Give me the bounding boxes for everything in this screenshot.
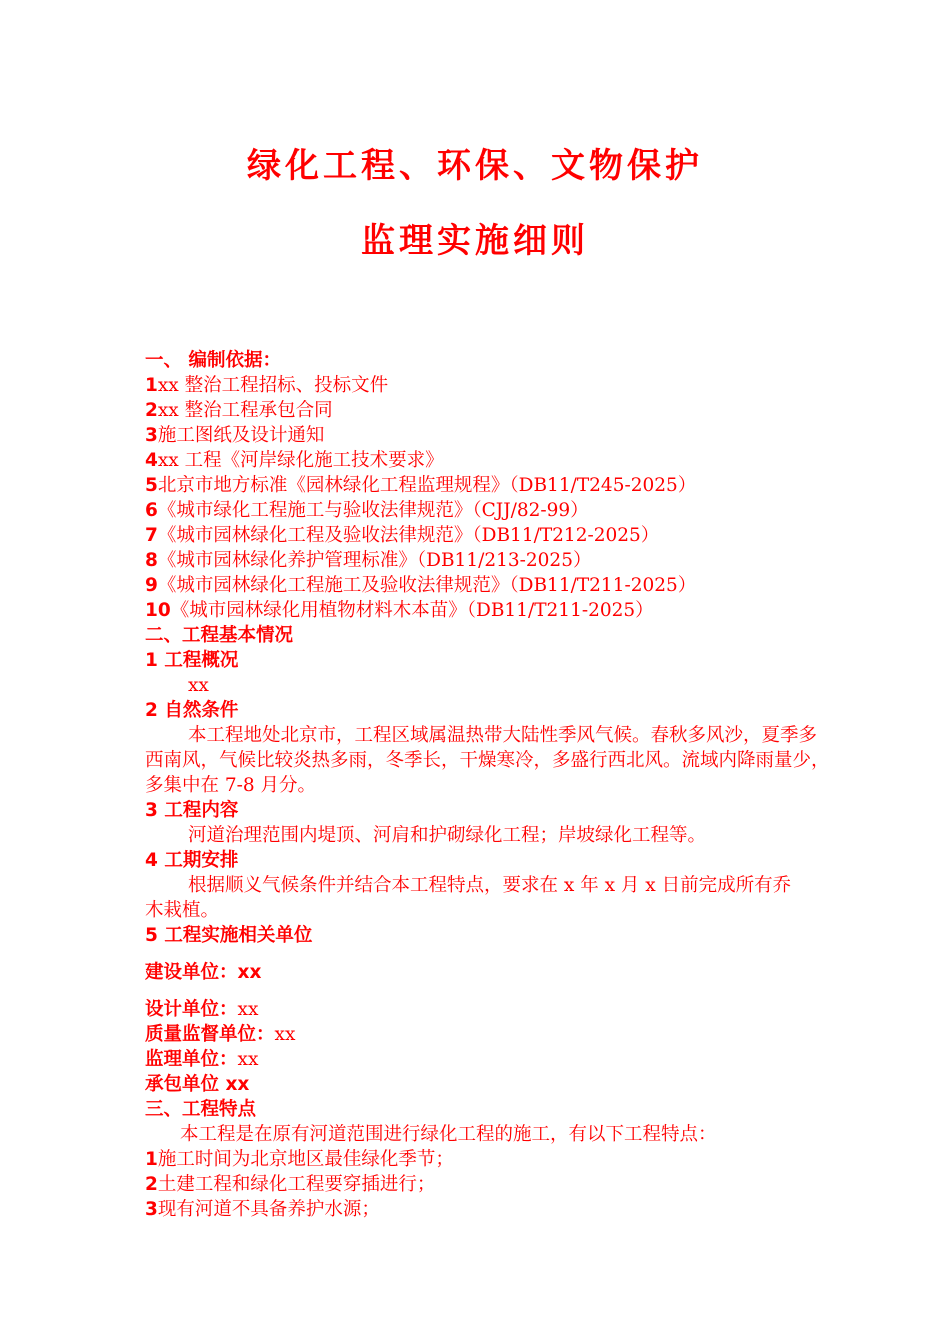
contractor-label: 承包单位 — [145, 1074, 226, 1095]
supervision-label: 监理单位： — [145, 1049, 238, 1070]
feature-item-text: 现有河道不具备养护水源； — [157, 1199, 380, 1220]
document-body — [145, 348, 835, 1222]
schedule-heading: 4 工期安排 — [145, 850, 239, 871]
contractor-value: xx — [225, 1074, 250, 1095]
basis-item — [145, 573, 835, 598]
section2-heading: 二、工程基本情况 — [145, 625, 294, 646]
basis-item-text: 《城市绿化工程施工与验收法律规范》（CJJ/82-99） — [157, 500, 589, 521]
basis-item-num: 2 — [145, 400, 158, 421]
section1-heading: 一、 编制依据： — [145, 350, 281, 371]
feature-item — [145, 1172, 835, 1197]
builder-label: 建设单位： — [145, 962, 238, 983]
nature-text: 本工程地处北京市，工程区域属温热带大陆性季风气候。春秋多风沙，夏季多西南风，气候比较炎热多雨，冬季长，干燥寒冷，多盛行西北风。流域内降雨量少，多集中在 7-8 月分。 — [145, 725, 830, 796]
document-title-line2: 监理实施细则 — [361, 221, 589, 261]
design-label: 设计单位： — [145, 999, 238, 1020]
section3-heading: 三、工程特点 — [145, 1099, 257, 1120]
feature-item-num: 2 — [145, 1174, 158, 1195]
basis-item-text: 施工图纸及设计通知 — [157, 425, 325, 446]
basis-item-num: 8 — [145, 550, 158, 571]
basis-item — [145, 548, 835, 573]
quality-unit — [145, 1022, 835, 1047]
basis-item — [145, 498, 835, 523]
basis-item — [145, 398, 835, 423]
basis-item-num: 5 — [145, 475, 158, 496]
basis-item-num: 7 — [145, 525, 158, 546]
basis-item-num: 6 — [145, 500, 158, 521]
basis-item-num: 1 — [145, 375, 158, 396]
builder-value: xx — [237, 962, 262, 983]
basis-item-num: 9 — [145, 575, 158, 596]
feature-item-text: 土建工程和绿化工程要穿插进行； — [157, 1174, 436, 1195]
supervision-unit — [145, 1047, 835, 1072]
feature-item — [145, 1197, 835, 1222]
basis-item — [145, 473, 835, 498]
nature-heading: 2 自然条件 — [145, 700, 239, 721]
basis-item-text: xx 整治工程招标、投标文件 — [157, 375, 389, 396]
document-title-line1: 绿化工程、环保、文物保护 — [247, 146, 703, 186]
basis-item-text: 北京市地方标准《园林绿化工程监理规程》（DB11/T245-2025） — [157, 475, 697, 496]
basis-item-text: 《城市园林绿化工程及验收法律规范》（DB11/T212-2025） — [157, 525, 660, 546]
basis-item-text: 《城市园林绿化用植物材料木本苗》（DB11/T211-2025） — [170, 600, 654, 621]
basis-item-num: 4 — [145, 450, 158, 471]
units-heading: 5 工程实施相关单位 — [145, 925, 313, 946]
quality-label: 质量监督单位： — [145, 1024, 275, 1045]
supervision-value: xx — [237, 1049, 259, 1070]
basis-item-num: 10 — [145, 600, 171, 621]
design-unit — [145, 997, 835, 1022]
content-heading: 3 工程内容 — [145, 800, 239, 821]
basis-item — [145, 373, 835, 398]
contractor-unit — [145, 1072, 835, 1097]
design-value: xx — [237, 999, 259, 1020]
feature-item-num: 1 — [145, 1149, 158, 1170]
feature-item-num: 3 — [145, 1199, 158, 1220]
feature-item-text: 施工时间为北京地区最佳绿化季节； — [157, 1149, 454, 1170]
basis-item-text: 《城市园林绿化养护管理标准》（DB11/213-2025） — [157, 550, 592, 571]
basis-item-text: 《城市园林绿化工程施工及验收法律规范》（DB11/T211-2025） — [157, 575, 697, 596]
basis-item-text: xx 整治工程承包合同 — [157, 400, 333, 421]
overview-heading: 1 工程概况 — [145, 650, 239, 671]
builder-unit — [145, 960, 835, 985]
basis-item — [145, 523, 835, 548]
basis-item-num: 3 — [145, 425, 158, 446]
schedule-text: 根据顺义气候条件并结合本工程特点，要求在 x 年 x 月 x 日前完成所有乔木栽植。 — [145, 875, 792, 921]
section3-intro: 本工程是在原有河道范围进行绿化工程的施工，有以下工程特点： — [180, 1124, 717, 1145]
basis-item — [145, 448, 835, 473]
overview-text: xx — [188, 675, 209, 696]
basis-item — [145, 423, 835, 448]
quality-value: xx — [274, 1024, 296, 1045]
basis-item-text: xx 工程《河岸绿化施工技术要求》 — [157, 450, 444, 471]
feature-item — [145, 1147, 835, 1172]
basis-item — [145, 598, 835, 623]
content-text: 河道治理范围内堤顶、河肩和护砌绿化工程；岸坡绿化工程等。 — [188, 825, 707, 846]
